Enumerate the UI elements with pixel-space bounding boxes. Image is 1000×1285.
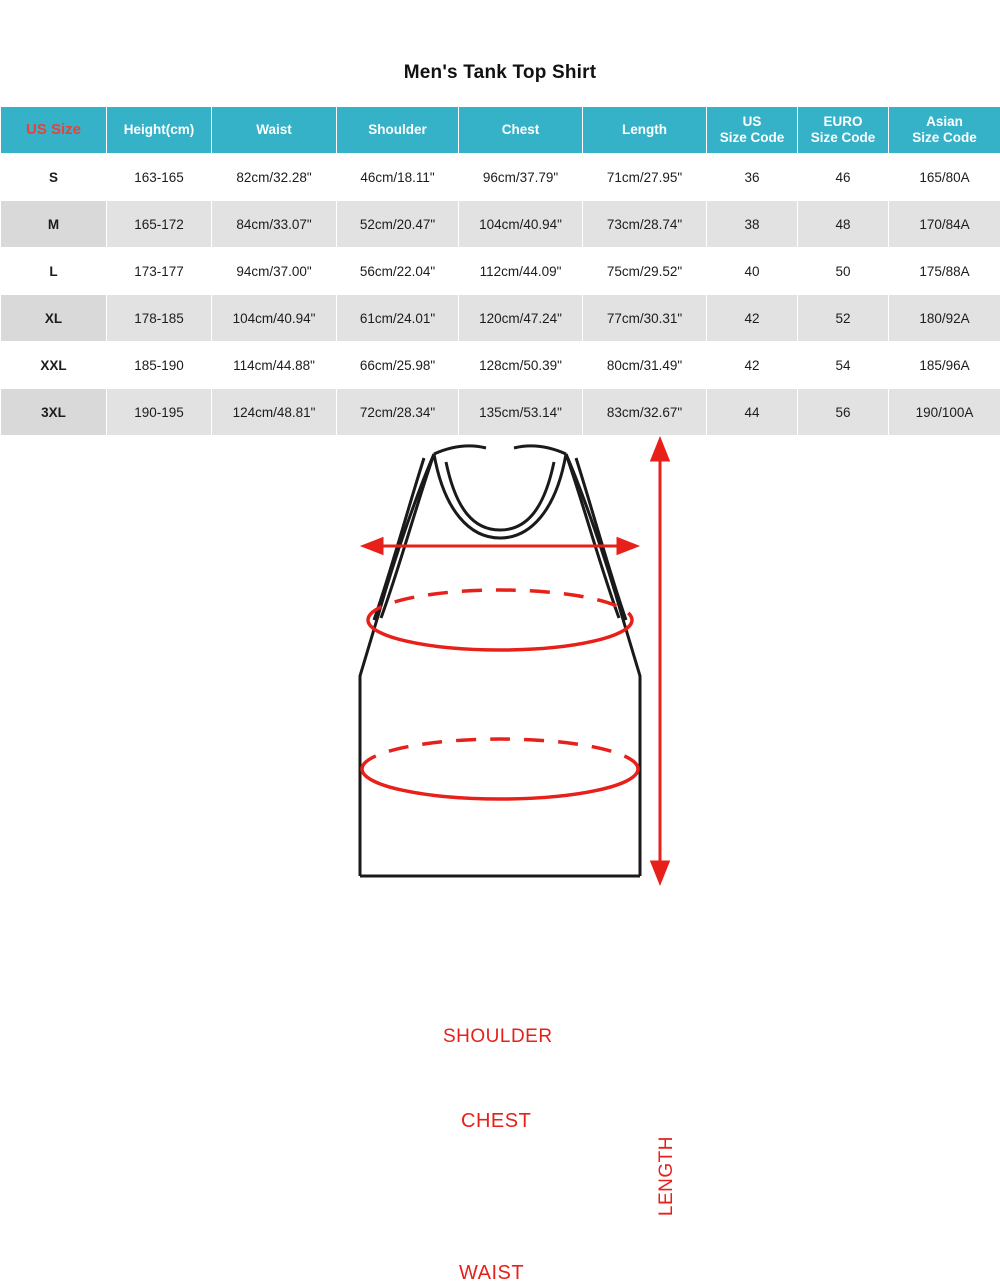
column-header-subtext: Size Code — [800, 130, 886, 146]
column-header-subtext: Size Code — [709, 130, 795, 146]
cell-size: XXL — [1, 342, 107, 389]
column-header-shoulder — [337, 107, 459, 154]
cell-us-code: 44 — [707, 389, 798, 436]
length-measure-arrow — [652, 440, 668, 882]
chest-label: CHEST — [461, 1110, 531, 1133]
cell-asian-code: 180/92A — [889, 295, 1000, 342]
cell-chest: 128cm/50.39" — [459, 342, 583, 389]
column-header-text: EURO — [823, 114, 862, 129]
cell-us-code: 36 — [707, 154, 798, 201]
cell-asian-code: 190/100A — [889, 389, 1000, 436]
column-header-height — [107, 107, 212, 154]
cell-chest: 135cm/53.14" — [459, 389, 583, 436]
cell-us-code: 40 — [707, 248, 798, 295]
cell-length: 75cm/29.52" — [583, 248, 707, 295]
cell-waist: 124cm/48.81" — [212, 389, 337, 436]
cell-chest: 120cm/47.24" — [459, 295, 583, 342]
table-row — [1, 295, 1000, 342]
column-header-text: Asian — [926, 114, 963, 129]
column-header-length — [583, 107, 707, 154]
cell-euro-code: 54 — [798, 342, 889, 389]
cell-waist: 114cm/44.88" — [212, 342, 337, 389]
column-header-text: US — [743, 114, 762, 129]
cell-chest: 112cm/44.09" — [459, 248, 583, 295]
cell-shoulder: 61cm/24.01" — [337, 295, 459, 342]
cell-chest: 104cm/40.94" — [459, 201, 583, 248]
tank-top-outline — [360, 446, 640, 876]
column-header-asian-size-code — [889, 107, 1000, 154]
table-row — [1, 201, 1000, 248]
cell-euro-code: 48 — [798, 201, 889, 248]
column-header-us-size-code — [707, 107, 798, 154]
cell-size: 3XL — [1, 389, 107, 436]
cell-waist: 84cm/33.07" — [212, 201, 337, 248]
cell-asian-code: 165/80A — [889, 154, 1000, 201]
cell-height: 165-172 — [107, 201, 212, 248]
table-row — [1, 248, 1000, 295]
length-label: LENGTH — [656, 1136, 678, 1216]
column-header-euro-size-code — [798, 107, 889, 154]
table-row — [1, 154, 1000, 201]
cell-length: 71cm/27.95" — [583, 154, 707, 201]
cell-us-code: 38 — [707, 201, 798, 248]
cell-us-code: 42 — [707, 295, 798, 342]
cell-waist: 82cm/32.28" — [212, 154, 337, 201]
waist-measure-ellipse — [362, 739, 638, 799]
column-header-text: Chest — [502, 122, 540, 137]
column-header-text: Waist — [256, 122, 292, 137]
cell-euro-code: 52 — [798, 295, 889, 342]
cell-length: 77cm/30.31" — [583, 295, 707, 342]
cell-waist: 94cm/37.00" — [212, 248, 337, 295]
cell-height: 190-195 — [107, 389, 212, 436]
cell-euro-code: 46 — [798, 154, 889, 201]
column-header-waist — [212, 107, 337, 154]
cell-asian-code: 175/88A — [889, 248, 1000, 295]
cell-waist: 104cm/40.94" — [212, 295, 337, 342]
cell-shoulder: 66cm/25.98" — [337, 342, 459, 389]
cell-height: 173-177 — [107, 248, 212, 295]
size-chart-table — [0, 106, 1000, 436]
shoulder-label: SHOULDER — [443, 1026, 553, 1048]
cell-euro-code: 50 — [798, 248, 889, 295]
column-header-us-size — [1, 107, 107, 154]
cell-height: 163-165 — [107, 154, 212, 201]
cell-shoulder: 56cm/22.04" — [337, 248, 459, 295]
column-header-subtext: Size Code — [891, 130, 998, 146]
cell-height: 185-190 — [107, 342, 212, 389]
cell-length: 83cm/32.67" — [583, 389, 707, 436]
cell-euro-code: 56 — [798, 389, 889, 436]
cell-chest: 96cm/37.79" — [459, 154, 583, 201]
cell-size: S — [1, 154, 107, 201]
table-header-row — [1, 107, 1000, 154]
column-header-text: Height(cm) — [124, 122, 195, 137]
table-row — [1, 342, 1000, 389]
page-title: Men's Tank Top Shirt — [0, 0, 1000, 84]
cell-height: 178-185 — [107, 295, 212, 342]
cell-length: 80cm/31.49" — [583, 342, 707, 389]
cell-length: 73cm/28.74" — [583, 201, 707, 248]
cell-size: M — [1, 201, 107, 248]
column-header-text: US Size — [26, 121, 81, 138]
cell-us-code: 42 — [707, 342, 798, 389]
column-header-text: Length — [622, 122, 667, 137]
waist-label: WAIST — [459, 1262, 524, 1285]
table-row — [1, 389, 1000, 436]
cell-shoulder: 72cm/28.34" — [337, 389, 459, 436]
cell-shoulder: 52cm/20.47" — [337, 201, 459, 248]
cell-size: L — [1, 248, 107, 295]
column-header-chest — [459, 107, 583, 154]
cell-shoulder: 46cm/18.11" — [337, 154, 459, 201]
measurement-diagram — [0, 436, 1000, 956]
cell-size: XL — [1, 295, 107, 342]
cell-asian-code: 170/84A — [889, 201, 1000, 248]
cell-asian-code: 185/96A — [889, 342, 1000, 389]
chest-measure-ellipse — [368, 590, 632, 650]
column-header-text: Shoulder — [368, 122, 427, 137]
